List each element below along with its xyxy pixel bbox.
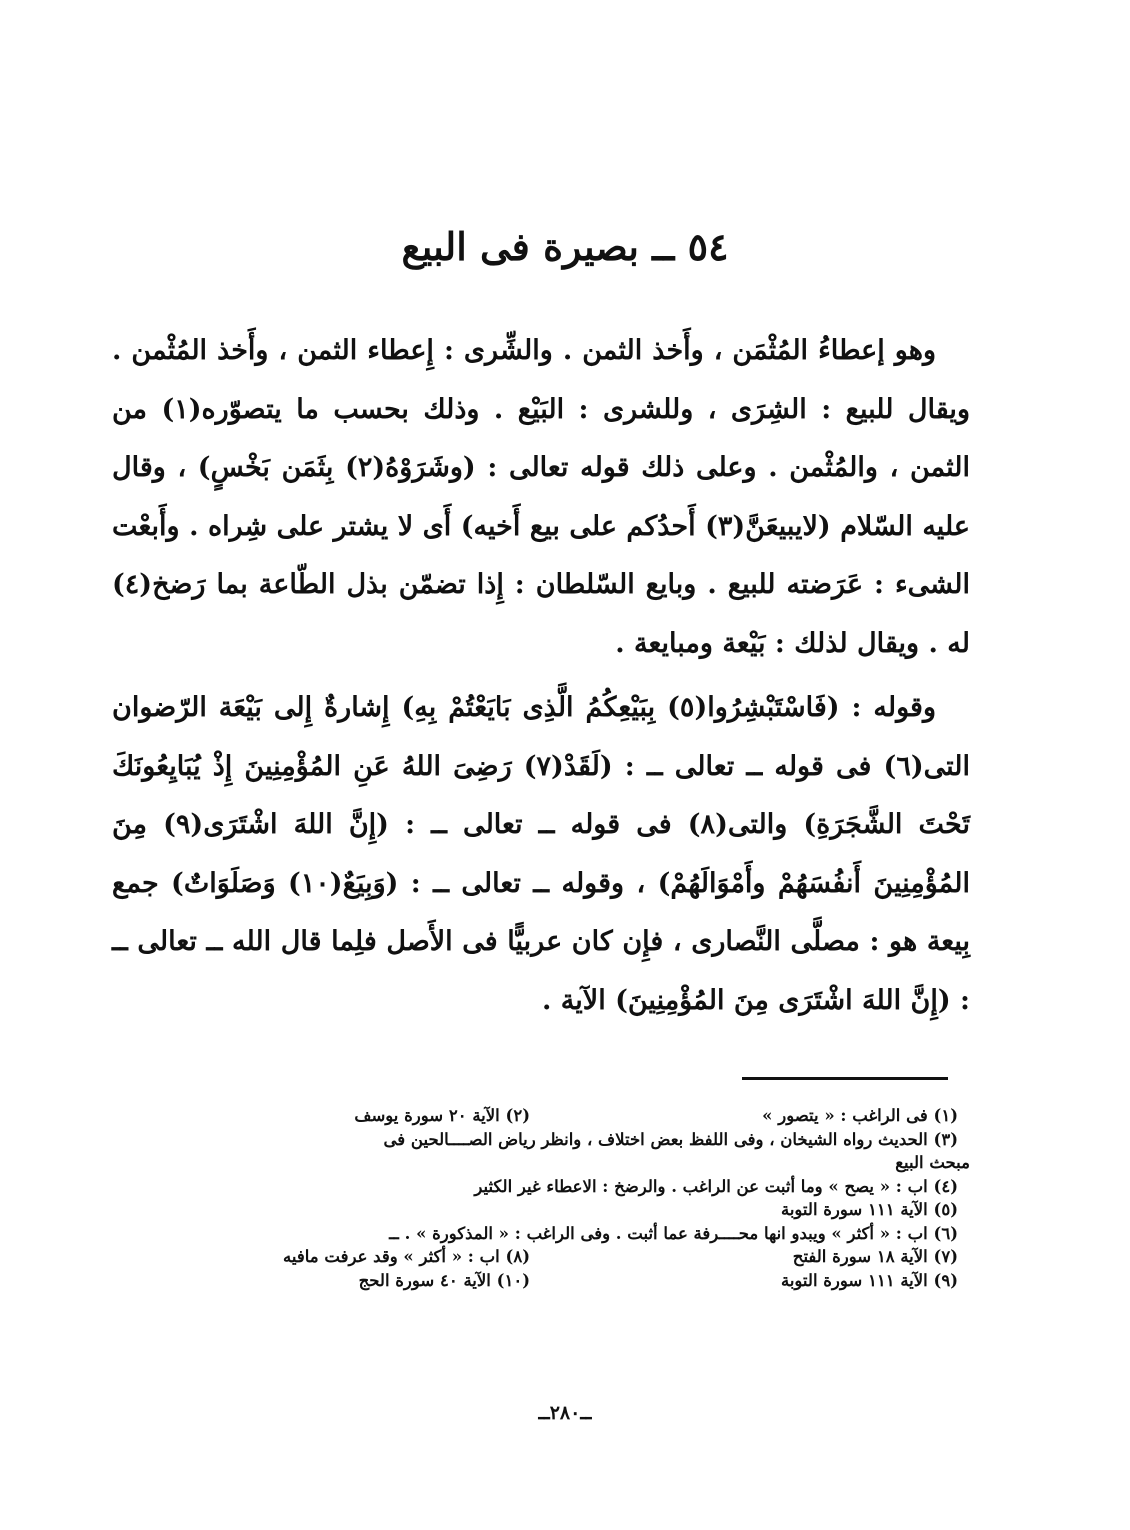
footnote: (٨) اب : « أكثر » وقد عرفت مافيه [283, 1247, 530, 1266]
paragraph: وقوله : (فَاسْتَبْشِرُوا(٥) بِبَيْعِكُمُ الَّذِى بَايَعْتُمْ بِهِ) إِشارةٌ إِلى بَيْعَة الرّضوان التى(٦) فى قوله ــ تعالى ــ : (لَقَدْ(٧) رَضِىَ اللهُ عَنِ المُؤْمِنِينَ إِذْ يُبَايِعُونَكَ تَحْتَ الشَّجَرَةِ) والتى(٨) فى قوله ــ تعالى ــ : (إِنَّ اللهَ اشْتَرَى(٩) مِنَ المُؤْمِنِينَ أَنفُسَهُمْ وأَمْوَالَهُمْ) ، وقوله ــ تعالى ــ : (وَبِيَعٌ(١٠) وَصَلَوَاتٌ) جمع بِيعة هو : مصلَّى النَّصارى ، فإِن كان عربيًّا فى الأَصل فلِما قال الله ــ تعالى ــ : (إِنَّ اللهَ اشْتَرَى مِنَ المُؤْمِنِينَ) الآية . [112, 692, 970, 1016]
footnote: (٤) اب : « يصح » وما أثبت عن الراغب . والرضخ : الاعطاء غير الكثير [474, 1176, 958, 1196]
section-title: ٥٤ ــ بصيرة فى البيع [401, 224, 729, 269]
footnote: (٥) الآية ١١١ سورة التوبة [780, 1200, 958, 1219]
footnotes [112, 1104, 970, 1292]
footnote: (٩) الآية ١١١ سورة التوبة [780, 1270, 958, 1290]
footnote-continuation: مبحث البيع [895, 1153, 970, 1172]
page-number: ــ٢٨٠ــ [538, 1402, 592, 1424]
footnote: (٦) اب : « أكثر » ويبدو انها محــــرفة عما أثبت . وفى الراغب : « المذكورة » . ــ [389, 1223, 958, 1243]
footnote: (١٠) الآية ٤٠ سورة الحج [358, 1270, 530, 1290]
footnote-row [112, 1104, 970, 1128]
footnote: (١) فى الراغب : « يتصور » [762, 1106, 958, 1125]
footnote-row [112, 1269, 970, 1293]
body-text [112, 322, 970, 1030]
footnote: (٧) الآية ١٨ سورة الفتح [792, 1247, 958, 1266]
footnote: (٢) الآية ٢٠ سورة يوسف [354, 1106, 530, 1125]
footnote-row [112, 1245, 970, 1269]
footnote-divider [742, 1077, 948, 1080]
paragraph: وهو إعطاءُ المُثْمَن ، وأَخذ الثمن . والشِّرى : إِعطاء الثمن ، وأَخذ المُثْمن . ويقال للبيع : الشِرَى ، وللشرى : البَيْع . وذلك بحسب ما يتصوّره(١) من الثمن ، والمُثْمن . وعلى ذلك قوله تعالى : (وشَرَوْهُ(٢) بِثَمَن بَخْسٍ) ، وقال عليه السّلام (لايبيعَنَّ(٣) أَحدُكم على بيع أَخيه) أَى لا يشتر على شِراه . وأَبعْت الشىء : عَرَضته للبيع . وبايع السّلطان : إِذا تضمّن بذل الطّاعة بما رَضخ(٤) له . ويقال لذلك : بَيْعة ومبايعة . [112, 335, 970, 659]
footnote: (٣) الحديث رواه الشيخان ، وفى اللفظ بعض اختلاف ، وانظر رياض الصــــالحين فى [383, 1129, 958, 1149]
